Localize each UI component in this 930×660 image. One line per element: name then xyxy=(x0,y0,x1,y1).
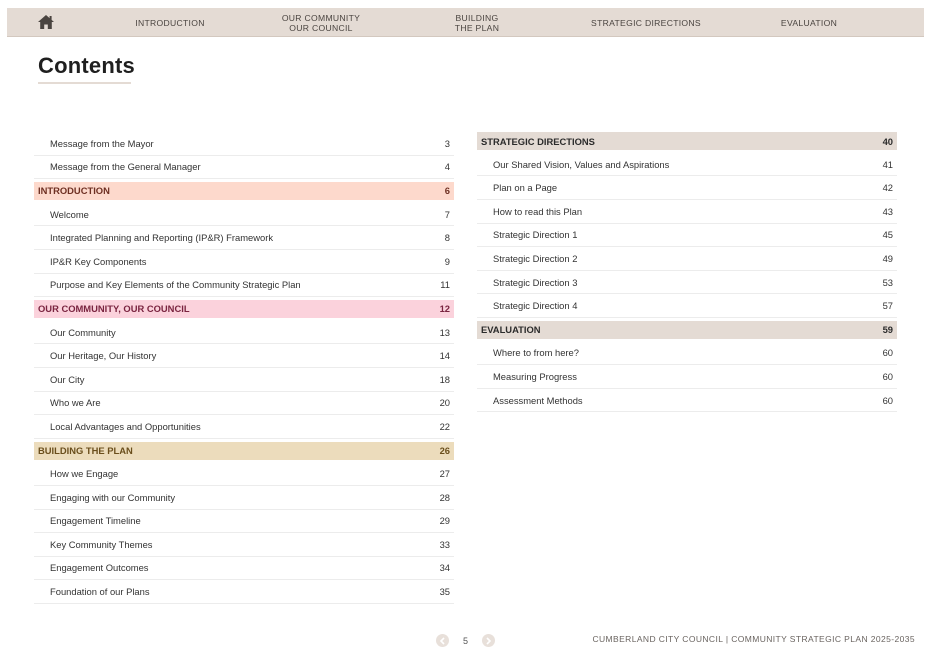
toc-row[interactable] xyxy=(34,368,454,392)
section-strategic-directions[interactable] xyxy=(477,132,897,150)
toc-label: Our Community xyxy=(50,326,116,338)
section-our-community[interactable] xyxy=(34,300,454,318)
toc-label: Foundation of our Plans xyxy=(50,586,150,598)
toc-label: Our City xyxy=(50,373,85,385)
toc-row[interactable] xyxy=(34,510,454,534)
toc-row[interactable] xyxy=(34,533,454,557)
toc-label: Engaging with our Community xyxy=(50,491,176,503)
toc-page: 28 xyxy=(439,491,450,503)
toc-label: How we Engage xyxy=(50,468,119,480)
nav-building-label xyxy=(455,13,499,33)
toc-label: Our Heritage, Our History xyxy=(50,350,157,362)
toc-label: Our Shared Vision, Values and Aspirations xyxy=(493,158,670,170)
toc-page: 49 xyxy=(882,252,893,264)
toc-page: 3 xyxy=(444,137,450,149)
toc-row[interactable] xyxy=(34,274,454,298)
nav-strategic-directions-label: STRATEGIC DIRECTIONS xyxy=(591,17,701,28)
section-evaluation[interactable] xyxy=(477,321,897,339)
nav-building-the-plan[interactable] xyxy=(437,8,517,37)
toc-page: 43 xyxy=(882,205,893,217)
toc-row[interactable] xyxy=(477,342,897,366)
toc-row[interactable] xyxy=(34,415,454,439)
pager xyxy=(436,634,495,647)
toc-page: 60 xyxy=(882,394,893,406)
toc-page: 14 xyxy=(439,350,450,362)
top-navigation xyxy=(7,8,924,37)
toc-row[interactable] xyxy=(477,389,897,413)
toc-page: 42 xyxy=(882,182,893,194)
toc-row[interactable] xyxy=(34,557,454,581)
footer-org: CUMBERLAND CITY COUNCIL xyxy=(592,634,724,644)
section-page: 6 xyxy=(444,185,450,197)
page-number: 5 xyxy=(463,635,469,646)
section-label: OUR COMMUNITY, OUR COUNCIL xyxy=(38,303,190,315)
footer-document-label xyxy=(592,634,915,644)
toc-label: Assessment Methods xyxy=(493,394,583,406)
nav-introduction-label: INTRODUCTION xyxy=(135,17,205,28)
nav-building-line1: BUILDING xyxy=(455,12,499,23)
toc-page: 57 xyxy=(882,300,893,312)
toc-page: 53 xyxy=(882,276,893,288)
nav-our-community[interactable] xyxy=(263,8,379,37)
toc-page: 29 xyxy=(439,515,450,527)
toc-page: 33 xyxy=(439,538,450,550)
section-page: 59 xyxy=(882,324,893,336)
toc-row[interactable] xyxy=(34,321,454,345)
section-label: INTRODUCTION xyxy=(38,185,110,197)
toc-page: 22 xyxy=(439,420,450,432)
toc-page: 7 xyxy=(444,208,450,220)
chevron-right-icon[interactable] xyxy=(482,634,495,647)
toc-row[interactable] xyxy=(477,200,897,224)
toc-row[interactable] xyxy=(34,250,454,274)
toc-row[interactable] xyxy=(34,580,454,604)
toc-label: Who we Are xyxy=(50,397,101,409)
toc-row[interactable] xyxy=(34,203,454,227)
footer-doc: COMMUNITY STRATEGIC PLAN 2025-2035 xyxy=(731,634,915,644)
section-label: EVALUATION xyxy=(481,324,541,336)
toc-label: Purpose and Key Elements of the Community Strategic Plan xyxy=(50,279,301,291)
toc-label: Strategic Direction 2 xyxy=(493,252,578,264)
toc-row[interactable] xyxy=(34,226,454,250)
toc-label: Local Advantages and Opportunities xyxy=(50,420,201,432)
toc-row[interactable] xyxy=(34,344,454,368)
toc-label: Engagement Outcomes xyxy=(50,562,149,574)
nav-building-line2: THE PLAN xyxy=(454,22,500,33)
toc-row[interactable] xyxy=(477,247,897,271)
toc-page: 11 xyxy=(440,279,450,291)
section-building-the-plan[interactable] xyxy=(34,442,454,460)
section-label: BUILDING THE PLAN xyxy=(38,445,133,457)
toc-row[interactable] xyxy=(477,224,897,248)
toc-label: Welcome xyxy=(50,208,89,220)
nav-evaluation[interactable] xyxy=(765,8,853,37)
toc-page: 34 xyxy=(439,562,450,574)
toc-page: 9 xyxy=(444,255,450,267)
toc-page: 20 xyxy=(439,397,450,409)
toc-page: 45 xyxy=(882,229,893,241)
home-icon[interactable] xyxy=(37,14,55,30)
toc-page: 4 xyxy=(444,161,450,173)
toc-page: 60 xyxy=(882,370,893,382)
toc-label: Engagement Timeline xyxy=(50,515,141,527)
toc-label: Where to from here? xyxy=(493,347,579,359)
section-page: 40 xyxy=(882,135,893,147)
nav-strategic-directions[interactable] xyxy=(575,8,717,37)
footer-separator: | xyxy=(725,634,729,644)
toc-label: Strategic Direction 1 xyxy=(493,229,578,241)
toc-row[interactable] xyxy=(34,132,454,156)
toc-label: Integrated Planning and Reporting (IP&R) Framework xyxy=(50,232,274,244)
toc-row[interactable] xyxy=(477,365,897,389)
nav-our-community-line1: OUR COMMUNITY xyxy=(281,12,361,23)
toc-row[interactable] xyxy=(34,156,454,180)
toc-page: 41 xyxy=(882,158,893,170)
toc-label: Message from the Mayor xyxy=(50,137,154,149)
toc-left-column xyxy=(34,132,454,604)
nav-our-community-label xyxy=(282,13,360,33)
section-introduction[interactable] xyxy=(34,182,454,200)
toc-page: 18 xyxy=(439,373,450,385)
toc-page: 8 xyxy=(444,232,450,244)
section-label: STRATEGIC DIRECTIONS xyxy=(481,135,595,147)
toc-row[interactable] xyxy=(477,176,897,200)
nav-introduction[interactable] xyxy=(117,8,223,37)
toc-row[interactable] xyxy=(34,462,454,486)
toc-page: 27 xyxy=(439,468,450,480)
toc-row[interactable] xyxy=(477,294,897,318)
page-title: Contents xyxy=(38,53,135,78)
toc-page: 60 xyxy=(882,347,893,359)
toc-label: Plan on a Page xyxy=(493,182,558,194)
chevron-left-icon[interactable] xyxy=(436,634,449,647)
toc-right-column xyxy=(477,132,897,412)
nav-our-community-line2: OUR COUNCIL xyxy=(289,22,353,33)
toc-label: How to read this Plan xyxy=(493,205,583,217)
toc-label: Strategic Direction 3 xyxy=(493,276,578,288)
toc-page: 35 xyxy=(439,586,450,598)
toc-page: 13 xyxy=(439,326,450,338)
nav-evaluation-label: EVALUATION xyxy=(780,17,838,28)
toc-label: IP&R Key Components xyxy=(50,255,147,267)
toc-row[interactable] xyxy=(34,392,454,416)
toc-label: Measuring Progress xyxy=(493,370,577,382)
toc-label: Message from the General Manager xyxy=(50,161,201,173)
toc-row[interactable] xyxy=(477,153,897,177)
toc-row[interactable] xyxy=(477,271,897,295)
toc-label: Key Community Themes xyxy=(50,538,153,550)
toc-label: Strategic Direction 4 xyxy=(493,300,578,312)
title-underline xyxy=(38,82,131,84)
section-page: 26 xyxy=(439,445,450,457)
toc-row[interactable] xyxy=(34,486,454,510)
section-page: 12 xyxy=(439,303,450,315)
